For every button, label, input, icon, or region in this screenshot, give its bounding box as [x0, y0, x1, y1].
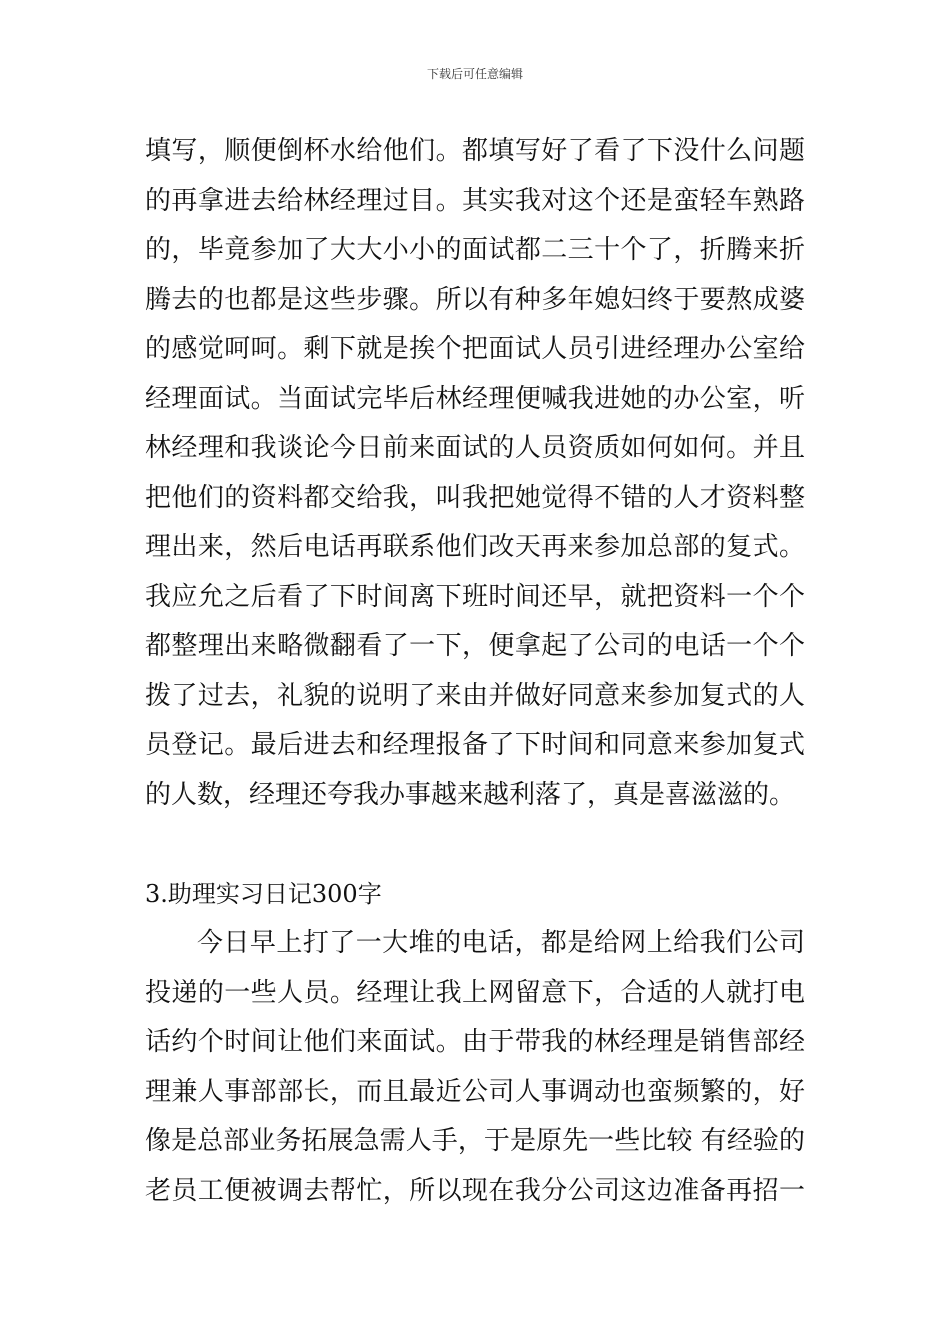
text-line: 话约个时间让他们来面试。由于带我的林经理是销售部经 — [145, 1027, 805, 1057]
text-line: 填写，顺便倒杯水给他们。都填写好了看了下没什么问题 — [145, 136, 805, 166]
paragraph-continued — [145, 127, 805, 820]
text-line: 腾去的也都是这些步骤。所以有种多年媳妇终于要熬成婆 — [145, 284, 805, 315]
text-line: 像是总部业务拓展急需人手，于是原先一些比较 有经验的 — [145, 1126, 805, 1156]
text-line: 的，毕竟参加了大大小小的面试都二三十个了，折腾来折 — [145, 235, 805, 265]
text-line: 今日早上打了一大堆的电话，都是给网上给我们公司 — [197, 928, 805, 958]
text-line: 林经理和我谈论今日前来面试的人员资质如何如何。并且 — [145, 433, 805, 463]
section-paragraph — [145, 919, 805, 1216]
text-line: 的感觉呵呵。剩下就是挨个把面试人员引进经理办公室给 — [145, 334, 805, 364]
text-line: 都整理出来略微翻看了一下，便拿起了公司的电话一个个 — [145, 631, 805, 661]
section-heading: 3.助理实习日记300字 — [145, 879, 382, 908]
text-line: 的人数，经理还夸我办事越来越利落了，真是喜滋滋的。 — [145, 779, 796, 810]
text-line: 老员工便被调去帮忙，所以现在我分公司这边准备再招一 — [145, 1175, 805, 1206]
text-line: 理兼人事部部长，而且最近公司人事调动也蛮频繁的，好 — [145, 1076, 805, 1107]
document-body — [145, 127, 805, 1216]
text-line: 把他们的资料都交给我，叫我把她觉得不错的人才资料整 — [145, 482, 805, 513]
text-line: 我应允之后看了下时间离下班时间还早，就把资料一个个 — [145, 581, 805, 612]
text-line: 理出来，然后电话再联系他们改天再来参加总部的复式。 — [145, 532, 805, 562]
text-line: 的再拿进去给林经理过目。其实我对这个还是蛮轻车熟路 — [145, 185, 805, 216]
paragraph-spacer — [145, 820, 805, 870]
text-line: 员登记。最后进去和经理报备了下时间和同意来参加复式 — [145, 730, 805, 760]
text-line: 经理面试。当面试完毕后林经理便喊我进她的办公室，听 — [145, 383, 805, 414]
text-line: 拨了过去，礼貌的说明了来由并做好同意来参加复式的人 — [145, 680, 805, 711]
page-header: 下载后可任意编辑 — [426, 67, 523, 81]
text-line: 投递的一些人员。经理让我上网留意下，合适的人就打电 — [145, 977, 805, 1008]
